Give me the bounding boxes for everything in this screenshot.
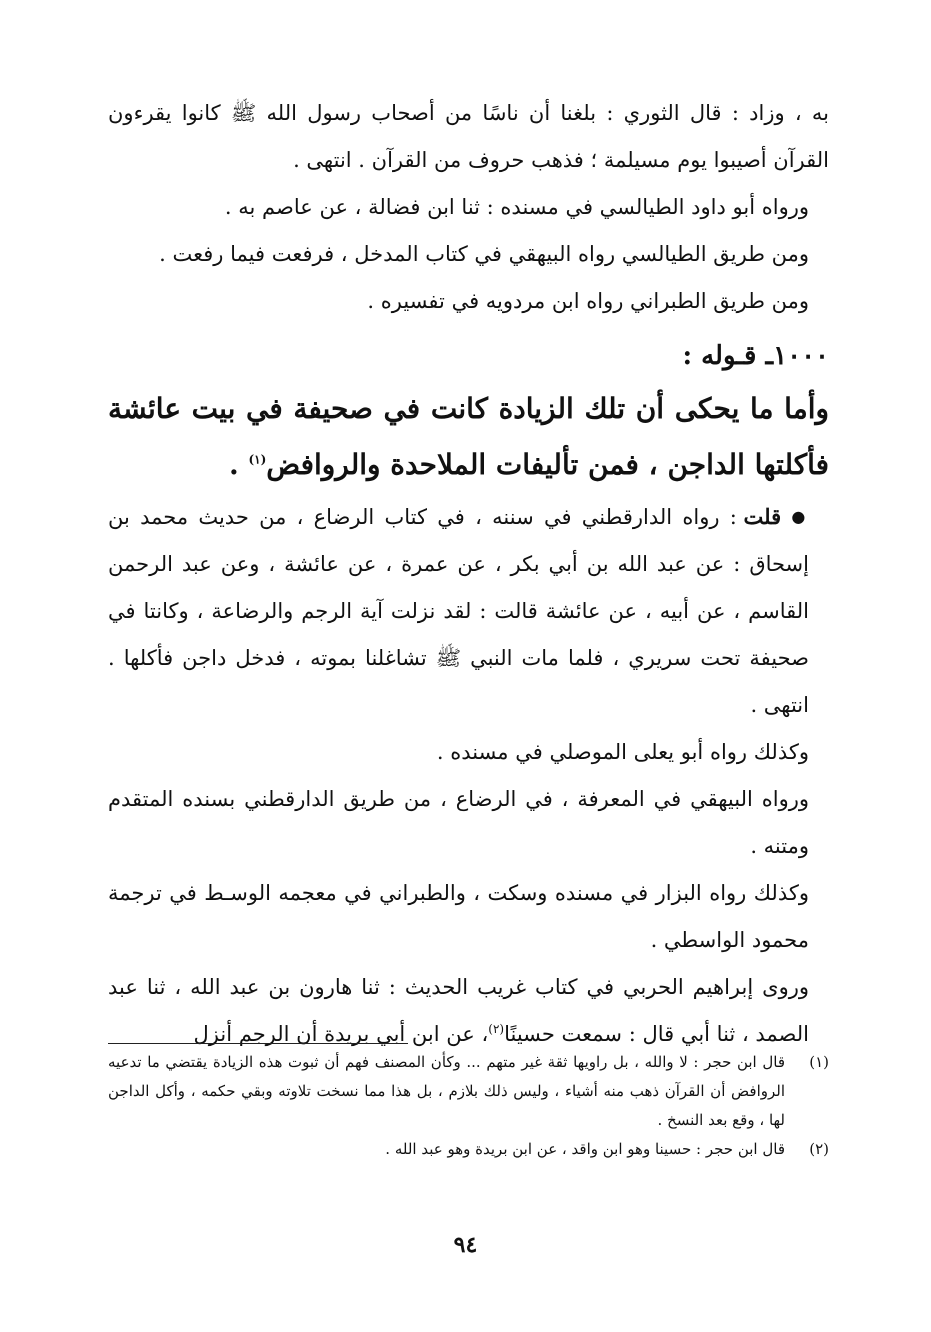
section-heading: ١٠٠٠ـ قـوله : xyxy=(682,341,829,371)
paragraph-1: به ، وزاد : قال الثوري : بلغنا أن ناسًا من أصحاب رسول الله ﷺ كانوا يقرءون القرآن أصيبوا يوم مسيلمة ؛ فذهب حروف من القرآن . انتهى . xyxy=(108,101,829,172)
paragraph-5-text: : رواه الدارقطني في سننه ، في كتاب الرضاع ، من حديث محمد بن إسحاق : عن عبد الله بن أبي بكر ، عن عمرة ، عن عائشة ، وعن عبد الرحمن القاسم ، عن أبيه ، عن عائشة قالت : لقد نزلت آية الرجم والرضاعة ، وكانتا في صحيفة تحت سريري ، فلما مات النبي ﷺ تشاغلنا بموته ، فدخل داجن فأكلها . انتهى . xyxy=(108,505,809,717)
paragraph-9-part-b: ، عن ابن أبي بريدة أن الرجم أنزل xyxy=(193,1022,489,1046)
footnote-1 xyxy=(108,1048,829,1135)
footnote-ref-2: (٢) xyxy=(488,1022,505,1036)
footnote-number: (١) xyxy=(809,1053,829,1071)
paragraph-5 xyxy=(108,493,829,729)
footnote-number: (٢) xyxy=(809,1140,829,1158)
qulta-label: قلت xyxy=(743,504,782,529)
quoted-text xyxy=(108,381,829,493)
paragraph-6: وكذلك رواه أبو يعلى الموصلي في مسنده . xyxy=(436,740,809,764)
paragraph-3: ومن طريق الطيالسي رواه البيهقي في كتاب المدخل ، فرفعت فيما رفعت . xyxy=(159,242,809,266)
footnote-text: قال ابن حجر : لا والله ، بل راويها ثقة غير متهم ... وكأن المصنف فهم أن ثبوت هذه الزيادة يقتضي ما تدعيه الروافض أن القرآن ذهب منه أشياء ، وليس ذلك بلازم ، بل هذا مما نسخت تلاوته وبقي حكمه ، وأكل الداجن لها ، وقع بعد النسخ . xyxy=(108,1053,785,1129)
footnote-2 xyxy=(108,1135,829,1164)
paragraph-2: ورواه أبو داود الطيالسي في مسنده : ثنا ابن فضالة ، عن عاصم به . xyxy=(224,195,809,219)
footnotes xyxy=(108,1048,829,1164)
quote-body: وأما ما يحكى أن تلك الزيادة كانت في صحيفة في بيت عائشة فأكلتها الداجن ، فمن تأليفات الملاحدة والروافض xyxy=(108,392,829,481)
bullet-icon: ● xyxy=(791,507,809,526)
paragraph-8: وكذلك رواه البزار في مسنده وسكت ، والطبراني في معجمه الوسـط في ترجمة محمود الواسطي . xyxy=(108,881,809,952)
paragraph-9-part-a: وروى إبراهيم الحربي في كتاب غريب الحديث : ثنا هارون بن عبد الله ، ثنا عبد الصمد ، ثنا أبي قال : سمعت حسينًا xyxy=(108,975,809,1046)
quote-end: . xyxy=(228,448,249,481)
paragraph-7: ورواه البيهقي في المعرفة ، في الرضاع ، من طريق الدارقطني بسنده المتقدم ومتنه . xyxy=(108,787,809,858)
footnote-text: قال ابن حجر : حسينا وهو ابن واقد ، عن ابن بريدة وهو عبد الله . xyxy=(385,1140,785,1158)
page-number: ٩٤ xyxy=(453,1232,478,1258)
footnote-ref-1: (١) xyxy=(248,452,267,467)
paragraph-4: ومن طريق الطبراني رواه ابن مردويه في تفسيره . xyxy=(367,289,809,313)
main-text xyxy=(108,90,829,1058)
footnote-divider xyxy=(108,1043,408,1044)
